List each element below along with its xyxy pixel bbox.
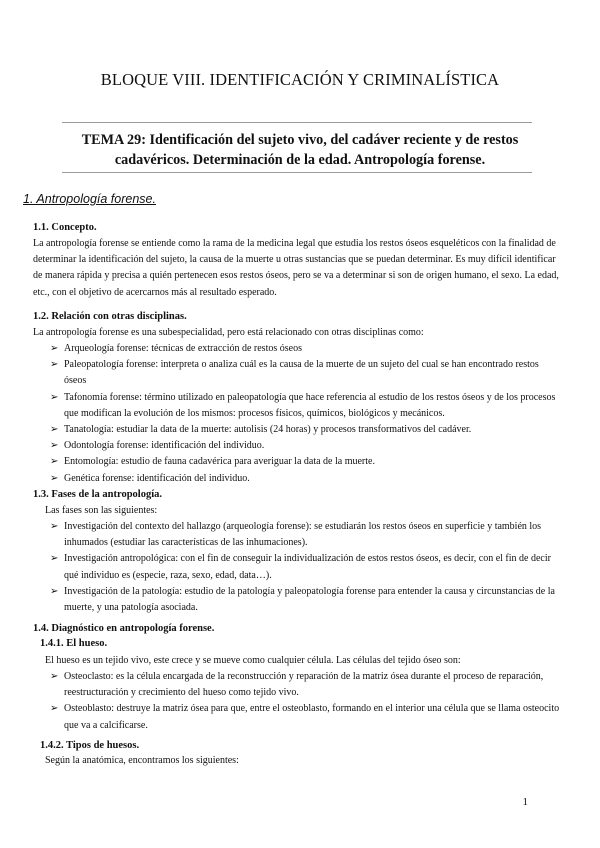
list-item: ➢ Paleopatología forense: interpreta o analiza cuál es la causa de la muerte de un sujeto del cual se han encontrado restos óseos [50,359,539,387]
subsection-heading: 1.1. Concepto. [33,222,97,233]
subsubsection-heading: 1.4.2. Tipos de huesos. [40,740,140,751]
divider-bottom [62,172,532,173]
arrow-bullet-icon: ➢ [50,391,59,403]
paragraph: Las fases son las siguientes: [45,505,158,516]
paragraph: Según la anatómica, encontramos los siguientes: [45,755,239,766]
subsection-heading: 1.2. Relación con otras disciplinas. [33,311,187,322]
tema-title: TEMA 29: Identificación del sujeto vivo, del cadáver reciente y de restos cadavéricos. Determinación de la edad. Antropología forense. [81,132,519,168]
paragraph: El hueso es un tejido vivo, este crece y se mueve como cualquier célula. Las células del tejido óseo son: [45,655,461,666]
subsection-heading: 1.3. Fases de la antropología. [33,489,163,500]
arrow-bullet-icon: ➢ [50,472,59,484]
arrow-bullet-icon: ➢ [50,521,59,532]
bullet-list [50,669,562,734]
arrow-bullet-icon: ➢ [50,424,59,436]
list-item: ➢ Investigación del contexto del hallazgo (arqueología forense): se estudiarán los restos óseos en superficie y también los inhumados (estudiar las características de las inhumaciones). [50,521,542,549]
arrow-bullet-icon: ➢ [50,359,59,371]
page-number: 1 [522,796,528,808]
arrow-bullet-icon: ➢ [50,440,59,452]
list-item: ➢ Genética forense: identificación del individuo. [50,471,562,487]
bullet-list [50,519,562,616]
divider-top [62,122,532,123]
bullet-list [50,341,562,487]
list-item: ➢ Investigación de la patología: estudio de la patología y paleopatología forense para entender la causa y circunstancias de la muerte, y una patología asociada. [50,585,555,614]
page-title: BLOQUE VIII. IDENTIFICACIÓN Y CRIMINALÍSTICA [100,70,500,89]
subsection-heading: 1.4. Diagnóstico en antropología forense. [33,623,215,634]
list-item: ➢ Odontología forense: identificación del individuo. [50,438,562,454]
list-item: ➢ Tanatología: estudiar la data de la muerte: autolisis (24 horas) y procesos transformativos del cadáver. [50,422,562,438]
subsubsection-heading: 1.4.1. El hueso. [40,638,108,649]
list-item: ➢ Entomología: estudio de fauna cadavérica para averiguar la data de la muerte. [50,454,562,470]
list-item: ➢ Osteoclasto: es la célula encargada de la reconstrucción y reparación de la matriz ósea durante el proceso de reparación, reestructuración y crecimiento del hueso como tejido vivo. [50,671,544,699]
list-item: ➢ Investigación antropológica: con el fin de conseguir la individualización de estos restos óseos, es decir, con el fin de decir qué individuo es (especie, raza, sexo, edad, data…). [50,553,551,581]
list-item: ➢ Arqueología forense: técnicas de extracción de restos óseos [50,341,562,357]
arrow-bullet-icon: ➢ [50,456,59,468]
section-heading: 1. Antropología forense. [23,192,156,206]
arrow-bullet-icon: ➢ [50,703,59,715]
paragraph: La antropología forense es una subespecialidad, pero está relacionado con otras disciplinas como: [33,327,424,338]
arrow-bullet-icon: ➢ [50,585,59,597]
list-item: ➢ Osteoblasto: destruye la matriz ósea para que, entre el osteoblasto, formando en el interior una célula que se llama osteocito que va a calcificarse. [50,703,560,731]
paragraph: La antropología forense se entiende como la rama de la medicina legal que estudia los restos óseos esqueléticos con la finalidad de determinar la identificación del sujeto, la causa de la muerte u otras sustancias que se puedan determinar. Es muy difícil identificar de manera rápida y precisa a quién pertenecen esos restos óseos, pero se va a determinar si son de origen humano, el sexo. La edad, etc., con el objetivo de acercarnos más al resultado esperado. [33,238,559,298]
list-item: ➢ Tafonomía forense: término utilizado en paleopatología que hace referencia al estudio de los restos óseos y de los procesos que modifican la evolución de los mismos: procesos físicos, químicos, biológicos y mecánicos. [50,391,556,419]
arrow-bullet-icon: ➢ [50,553,59,565]
arrow-bullet-icon: ➢ [50,671,59,682]
arrow-bullet-icon: ➢ [50,343,59,354]
